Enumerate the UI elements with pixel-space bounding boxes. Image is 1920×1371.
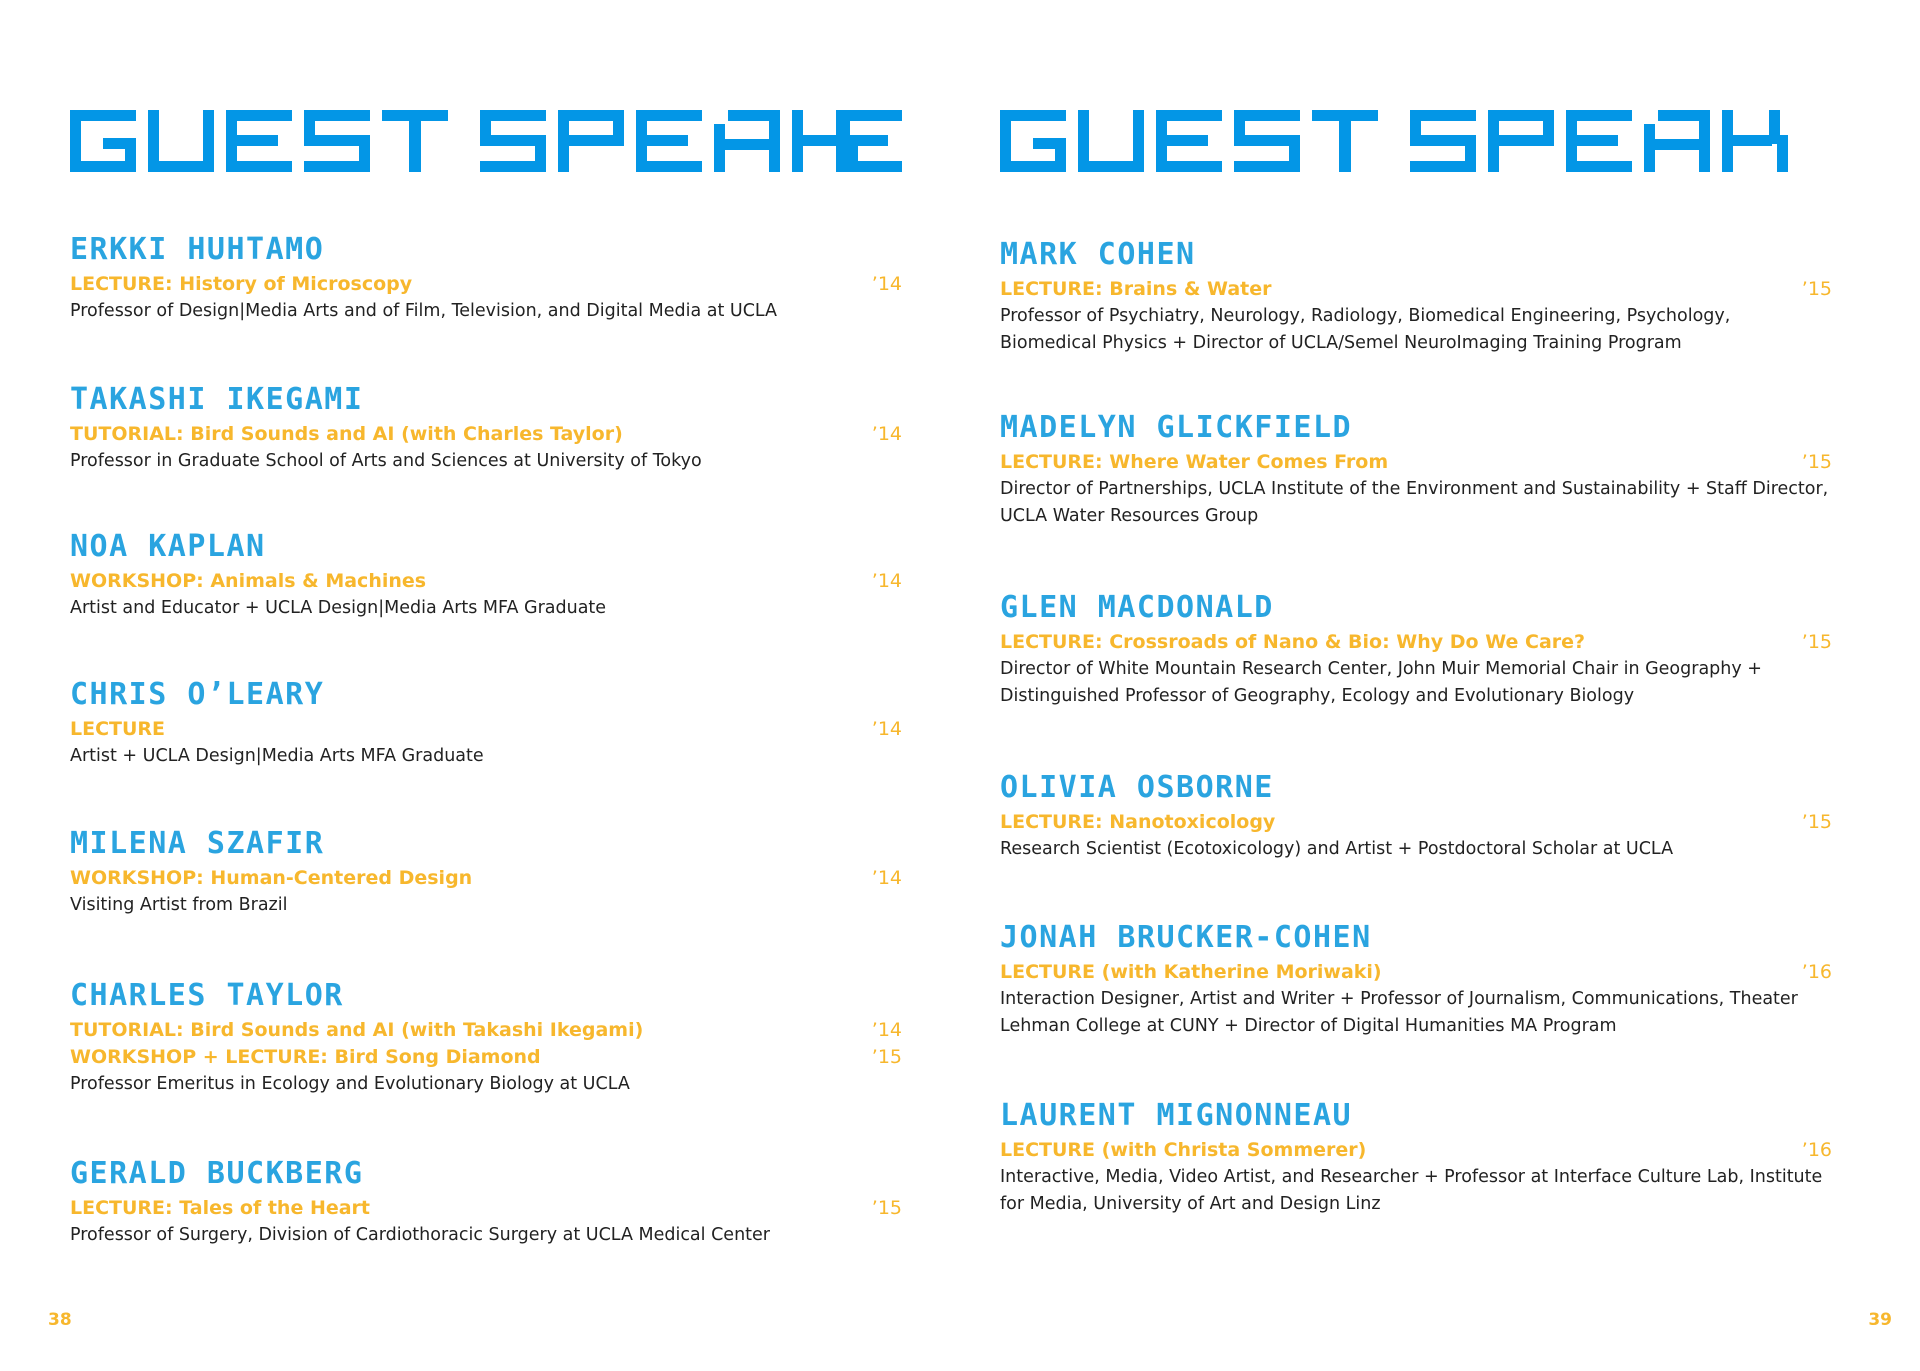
event-title: LECTURE: Crossroads of Nano & Bio: Why Do We Care? (1000, 631, 1586, 653)
speaker-name: MILENA SZAFIR (70, 826, 325, 861)
speaker-name: GERALD BUCKBERG (70, 1156, 364, 1191)
event-row (70, 421, 902, 448)
speaker-description: Interactive, Media, Video Artist, and Researcher + Professor at Interface Culture Lab, Institute for Media, University of Art and Design Linz (1000, 1167, 1823, 1214)
event-title: LECTURE: Brains & Water (1000, 278, 1272, 300)
speaker-description: Professor of Surgery, Division of Cardiothoracic Surgery at UCLA Medical Center (70, 1225, 770, 1245)
event-year: ’15 (1801, 451, 1832, 473)
event-year: ’15 (1801, 811, 1832, 833)
speaker-description: Professor Emeritus in Ecology and Evolutionary Biology at UCLA (70, 1074, 630, 1094)
speaker-description: Interaction Designer, Artist and Writer + Professor of Journalism, Communications, Theater Lehman College at CUNY + Director of Digital Humanities MA Program (1000, 989, 1798, 1036)
speaker-name: JONAH BRUCKER-COHEN (1000, 920, 1372, 955)
event-year: ’15 (1801, 631, 1832, 653)
speaker-description: Professor of Design|Media Arts and of Film, Television, and Digital Media at UCLA (70, 301, 778, 321)
event-row (70, 1195, 902, 1222)
speaker-name: OLIVIA OSBORNE (1000, 770, 1274, 805)
event-row (1000, 959, 1832, 986)
event-title: LECTURE (70, 718, 166, 740)
event-title: LECTURE: Tales of the Heart (70, 1197, 371, 1219)
right-page (960, 0, 1920, 1371)
speaker-description: Visiting Artist from Brazil (70, 895, 288, 915)
speaker-description: Artist + UCLA Design|Media Arts MFA Graduate (70, 746, 484, 766)
speaker-entry (70, 530, 902, 622)
event-year: ’15 (1801, 278, 1832, 300)
speaker-name: TAKASHI IKEGAMI (70, 382, 364, 417)
event-year: ’14 (871, 718, 902, 740)
event-year: ’14 (871, 423, 902, 445)
speaker-description: Professor in Graduate School of Arts and Sciences at University of Tokyo (70, 451, 702, 471)
speaker-name: NOA KAPLAN (70, 529, 266, 564)
event-year: ’14 (871, 867, 902, 889)
event-title: WORKSHOP: Human-Centered Design (70, 867, 473, 889)
speaker-entry (1000, 1099, 1832, 1218)
event-title: WORKSHOP: Animals & Machines (70, 570, 427, 592)
event-title: LECTURE: Where Water Comes From (1000, 451, 1389, 473)
speaker-name: MARK COHEN (1000, 237, 1196, 272)
speaker-description: Artist and Educator + UCLA Design|Media Arts MFA Graduate (70, 598, 607, 618)
speaker-entry (1000, 238, 1832, 357)
speaker-entry (1000, 591, 1832, 710)
speaker-name: CHRIS O’LEARY (70, 677, 325, 712)
event-row (70, 271, 902, 298)
event-row (70, 1017, 902, 1044)
event-row (1000, 629, 1832, 656)
speaker-name: CHARLES TAYLOR (70, 978, 344, 1013)
event-row (1000, 809, 1832, 836)
event-title: LECTURE (with Christa Sommerer) (1000, 1139, 1367, 1161)
speaker-name: ERKKI HUHTAMO (70, 232, 325, 267)
event-row (70, 568, 902, 595)
speaker-description: Director of Partnerships, UCLA Institute of the Environment and Sustainability + Staff Director, UCLA Water Resources Group (1000, 479, 1829, 526)
event-year: ’14 (871, 273, 902, 295)
speaker-entry (1000, 771, 1832, 863)
event-title: TUTORIAL: Bird Sounds and AI (with Charles Taylor) (70, 423, 623, 445)
speaker-description: Professor of Psychiatry, Neurology, Radiology, Biomedical Engineering, Psychology, Biomedical Physics + Director of UCLA/Semel NeuroImaging Training Program (1000, 306, 1731, 353)
speaker-entry (70, 233, 902, 325)
event-year: ’16 (1801, 1139, 1832, 1161)
speaker-name: MADELYN GLICKFIELD (1000, 410, 1353, 445)
guest-speakers-logotype (70, 110, 902, 172)
speaker-entry (70, 1157, 902, 1249)
speaker-entry (70, 383, 902, 475)
speaker-entry (70, 678, 902, 770)
event-row (70, 865, 902, 892)
speaker-description: Research Scientist (Ecotoxicology) and Artist + Postdoctoral Scholar at UCLA (1000, 839, 1674, 859)
event-title: LECTURE (with Katherine Moriwaki) (1000, 961, 1382, 983)
event-title: LECTURE: History of Microscopy (70, 273, 413, 295)
event-year: ’15 (871, 1197, 902, 1219)
page-number: 39 (1868, 1310, 1892, 1330)
event-row (1000, 449, 1832, 476)
speaker-entry (70, 827, 902, 919)
event-row (70, 716, 902, 743)
guest-speakers-logotype (1000, 110, 1832, 172)
page-number: 38 (48, 1310, 72, 1330)
event-year: ’15 (871, 1046, 902, 1068)
event-title: WORKSHOP + LECTURE: Bird Song Diamond (70, 1046, 541, 1068)
speaker-entry (1000, 921, 1832, 1040)
speaker-entry (1000, 411, 1832, 530)
event-row (70, 1044, 902, 1071)
event-year: ’16 (1801, 961, 1832, 983)
guest-speakers-banner (1000, 110, 1832, 172)
event-title: LECTURE: Nanotoxicology (1000, 811, 1276, 833)
speaker-entry (70, 979, 902, 1098)
event-year: ’14 (871, 570, 902, 592)
event-row (1000, 276, 1832, 303)
guest-speakers-banner (70, 110, 902, 172)
speaker-description: Director of White Mountain Research Center, John Muir Memorial Chair in Geography + Distinguished Professor of Geography, Ecology and Evolutionary Biology (1000, 659, 1762, 706)
speaker-name: LAURENT MIGNONNEAU (1000, 1098, 1353, 1133)
speaker-name: GLEN MACDONALD (1000, 590, 1274, 625)
event-year: ’14 (871, 1019, 902, 1041)
event-title: TUTORIAL: Bird Sounds and AI (with Takashi Ikegami) (70, 1019, 644, 1041)
event-row (1000, 1137, 1832, 1164)
